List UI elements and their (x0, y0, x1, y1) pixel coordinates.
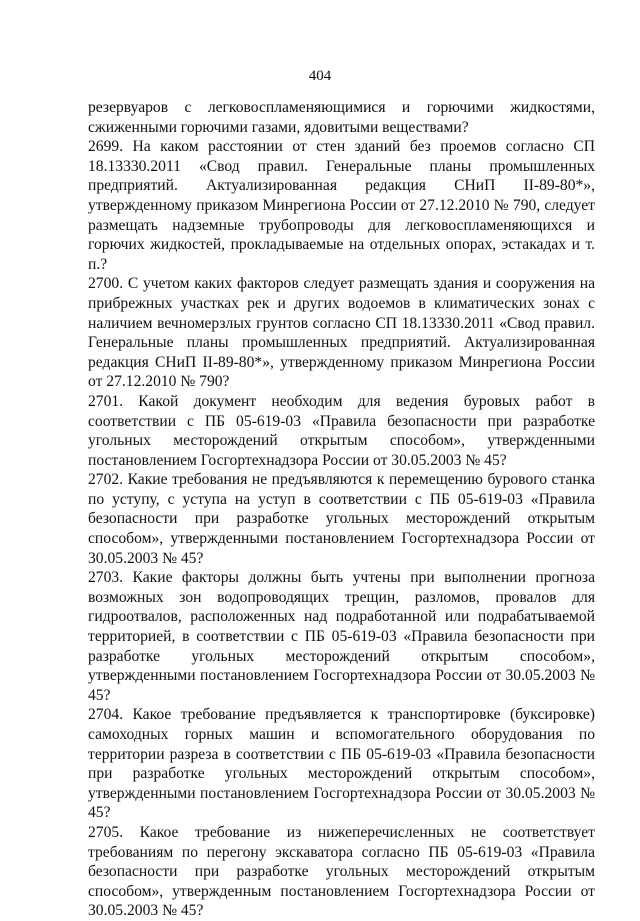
page-content (88, 98, 595, 921)
question-2702: 2702. Какие требования не предъявляются к перемещению бурового станка по уступу, с уступа на уступ в соответствии с ПБ 05-619-03 «Правила безопасности при разработке угольных месторождений открытым способом», утвержденными постановлением Госгортехнадзора России от 30.05.2003 № 45? (88, 471, 595, 567)
question-2704: 2704. Какое требование предъявляется к транспортировке (буксировке) самоходных горных машин и вспомогательного оборудования по территории разреза в соответствии с ПБ 05-619-03 «Правила безопасности при разработке угольных месторождений открытым способом», утвержденными постановлением Госгортехнадзора России от 30.05.2003 № 45? (88, 706, 595, 822)
question-2701: 2701. Какой документ необходим для ведения буровых работ в соответствии с ПБ 05-619-03 «Правила безопасности при разработке угольных месторождений открытым способом», утвержденными постановлением Госгортехнадзора России от 30.05.2003 № 45? (88, 392, 595, 469)
question-2700: 2700. С учетом каких факторов следует размещать здания и сооружения на прибрежных участках рек и других водоемов в климатических зонах с наличием вечномерзлых грунтов согласно СП 18.13330.2011 «Свод правил. Генеральные планы промышленных предприятий. Актуализированная редакция СНиП II-89-80*», утвержденному приказом Минрегиона России от 27.12.2010 № 790? (88, 275, 595, 391)
question-2703: 2703. Какие факторы должны быть учтены при выполнении прогноза возможных зон водопроводящих трещин, разломов, провалов для гидроотвалов, расположенных над подработанной или подрабатываемой территорией, в соответствии с ПБ 05-619-03 «Правила безопасности при разработке угольных месторождений открытым способом», утвержденными постановлением Госгортехнадзора России от 30.05.2003 № 45? (88, 569, 595, 704)
page-number: 404 (308, 68, 332, 84)
paragraph-continuation: резервуаров с легковоспламеняющимися и горючими жидкостями, сжиженными горючими газами, ядовитыми веществами? (88, 99, 595, 136)
question-2705: 2705. Какое требование из нижеперечисленных не соответствует требованиям по перегону экскаватора согласно ПБ 05-619-03 «Правила безопасности при разработке угольных месторождений открытым способом», утвержденным постановлением Госгортехнадзора России от 30.05.2003 № 45? (88, 823, 595, 920)
question-2699: 2699. На каком расстоянии от стен зданий без проемов согласно СП 18.13330.2011 «Свод правил. Генеральные планы промышленных предприятий. Актуализированная редакция СНиП II-89-80*», утвержденному приказом Минрегиона России от 27.12.2010 № 790, следует размещать надземные трубопроводы для легковоспламеняющихся и горючих жидкостей, прокладываемые на отдельных опорах, эстакадах и т. п.? (88, 138, 595, 273)
